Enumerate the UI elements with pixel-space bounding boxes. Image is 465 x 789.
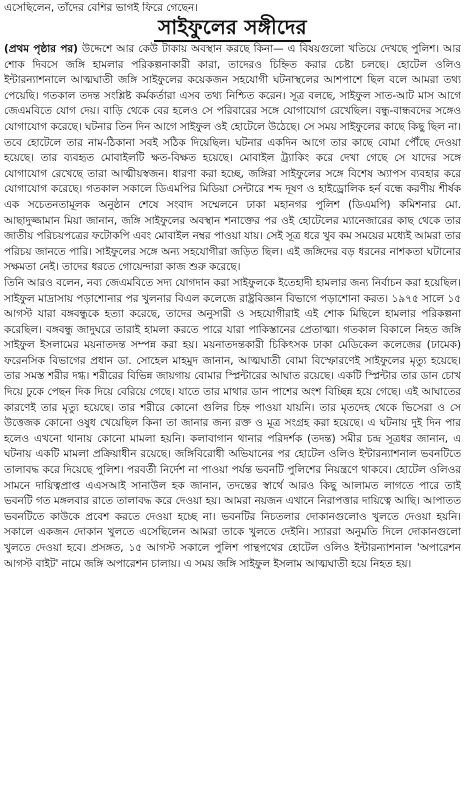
article-body: [4, 42, 461, 784]
headline-container: [0, 14, 465, 42]
paragraph-text: তিনি আরও বলেন, নব্য জেএমবিতে সদ্য যোগদান করা সাইফুলকে ইতেহাদী হামলার জন্য নির্বাচন করা হয়েছিল। সাইফুল মাদ্রাসায় পড়াশোনার পর খুলনার বিএল কলেজে রাষ্ট্রবিজ্ঞান বিভাগে পড়াশোনা করত। ১৯৭৫ সালে ১৫ আগস্ট যারা বঙ্গবন্ধুকে হত্যা করেছে, তাদের অনুসারী ও সহযোগীরাই এই শোক মিছিলে হামলার পরিকল্পনা করেছিল। বঙ্গবন্ধু জাদুঘরে তারাই হামলা করতে পারে যারা পাকিস্তানের প্রেতাত্মা। গতকাল বিকালে নিহত জঙ্গি সাইফুল ইসলামের ময়নাতদন্ত সম্পন্ন করা হয়। ময়নাতদন্তকারী চিকিৎসক ঢাকা মেডিকেল কলেজের (ঢামেক) ফরেনসিক বিভাগের প্রধান ডা. সোহেল মাহমুদ জানান, আত্মঘাতী বোমা বিস্ফোরণেই সাইফুলের মৃত্যু হয়েছে। তার সমস্ত শরীর দগ্ধ। শরীরের বিভিন্ন জায়গায় বোমার স্প্লিন্টারের আঘাত রয়েছে। একটি স্প্লিন্টার তার ডান চোখ দিয়ে ঢুকে পেছন দিক দিয়ে বেরিয়ে গেছে। যাতে তার মাথার ডান পাশের অংশ বিচ্ছিন্ন হয়ে গেছে। এই আঘাতের কারণেই তার মৃত্যু হয়েছে। তার শরীরে কোনো গুলির চিহ্ন পাওয়া যায়নি। তার মৃতদেহ থেকে ভিসেরা ও সে উত্তেজক কোনো ওষুধ খেয়েছিল কিনা তা জানার জন্য রক্ত ও মূত্র সংগ্রহ করা হয়েছে। এ ঘটনায় দুই দিন পার হলেও এখনো থানায় কোনো মামলা হয়নি। কলাবাগান থানার পরিদর্শক (তদন্ত) সমীর চন্দ্র সূত্রধর জানান, এ ঘটনায় একটি মামলা প্রক্রিয়াধীন রয়েছে। জঙ্গিবিরোধী অভিযানের পর হোটেল ওলিও ইন্টারন্যাশনাল ভবনটিতে তালাবদ্ধ করে দিয়েছে পুলিশ। পরবর্তী নির্দেশ না পাওয়া পর্যন্ত ভবনটি পুলিশের নিয়ন্ত্রণে থাকবে। হোটেল ওলিওর সামনে দায়িত্বপ্রাপ্ত এএসআই সানাউল হক জানান, তদন্তের স্বার্থে আরও কিছু আলামত লাগতে পারে তাই ভবনটি গত মঙ্গলবার রাতে তালাবদ্ধ করে দেওয়া হয়। আমরা নয়জন এখানে নিরাপত্তার দায়িত্বে আছি। আপাতত ভবনটিতে কাউকে প্রবেশ করতে দেওয়া হচ্ছে না। ভবনটির নিচতলার দোকানগুলোও খুলতে দেওয়া হয়নি। সকালে একজন দোকান খুলতে এসেছিলেন আমরা তাকে খুলতে দেইনি। স্যাররা অনুমতি দিলে দোকানগুলো খুলতে দেওয়া হবে। প্রসঙ্গত, ১৫ আগস্ট সকালে পুলিশ পান্থপথের হোটেল ওলিও ইন্টারন্যাশনাল 'অপারেশন আগস্ট বাইট' নামে জঙ্গি অপারেশন চালায়। এ সময় জঙ্গি সাইফুল ইসলাম আত্মঘাতী হয়ে নিহত হয়।: [4, 276, 461, 570]
continuation-label: (প্রথম পৃষ্ঠার পর): [4, 43, 78, 55]
paragraph-text: উদ্দেশে আর কেউ টাকায় অবস্থান করছে কিনা— এ বিষয়গুলো খতিয়ে দেখছে পুলিশ। আর শোক দিবসে জঙ্গি হামলার পরিকল্পনাকারী কারা, তাদেরও চিহ্নিত করার চেষ্টা চলছে। হোটেল ওলিও ইন্টারন্যাশনালে আত্মঘাতী জঙ্গি সাইফুলের কয়েকজন সহযোগী ঘটনাস্থলের আশপাশে ছিল বলে আমরা তথ্য পেয়েছি। গতকাল তদন্ত সংশ্লিষ্ট কর্মকর্তারা এসব তথ্য নিশ্চিত করেন। সূত্র বলছে, সাইফুল সাত-আট মাস আগে জেএমবিতে যোগ দেয়। বাড়ি থেকে বের হলেও সে পরিবারের সঙ্গে যোগাযোগ রেখেছিল। বন্ধু-বান্ধবদের সঙ্গেও যোগাযোগ করেছে। ঘটনার তিন দিন আগে সাইফুল ওই হোটেলে উঠেছে। সে সময় সাইফুলের কাছে কিছু ছিল না। তবে হোটেলে তার নাম-ঠিকানা সবই সঠিক দিয়েছিল। ঘটনার একদিন আগে তার কাছে বোমা পৌঁছে দেওয়া হয়েছে। তার ব্যবহৃত মোবাইলটি ক্ষত-বিক্ষত হয়েছে। মোবাইল ট্র্যাকিং করে দেখা গেছে সে যাদের সঙ্গে যোগাযোগ রেখেছে তারা আত্মীয়স্বজন। ধারণা করা হচ্ছে, জঙ্গিরা সাইফুলের সঙ্গে বিশেষ অ্যাপস ব্যবহার করে যোগাযোগ করেছে। গতকাল সকালে ডিএমপির মিডিয়া সেন্টারে শব্দ দূষণ ও হাইড্রোলিক হর্ন বন্ধে করণীয় শীর্ষক এক সচেতনতামূলক অনুষ্ঠান শেষে সংবাদ সম্মেলনে ঢাকা মহানগর পুলিশ (ডিএমপি) কমিশনার মো. আছাদুজ্জামান মিয়া জানান, জঙ্গি সাইফুলের অবস্থান শনাক্তের পর ওই হোটেলের ম্যানেজারের কাছ থেকে তার জাতীয় পরিচয়পত্রের ফটোকপি এবং মোবাইল নম্বর পাওয়া যায়। সেই সূত্র ধরে খুব কম সময়ের মধ্যেই আমরা তার পরিচয় জানতে পারি। সাইফুলের সঙ্গে অন্য সহযোগীরা জড়িত ছিল। এই জঙ্গিদের বড় ধরনের নাশকতা ঘটানোর সক্ষমতা নেই। তাদের ধরতে গোয়েন্দারা কাজ শুরু করেছে।: [4, 43, 461, 274]
article-paragraph-1: [4, 42, 461, 276]
article-headline: সাইফুলের সঙ্গীদের: [154, 14, 311, 42]
article-paragraph-2: [4, 276, 461, 572]
previous-article-snippet: এসেছিলেন, তাঁদের বেশির ভাগই ফিরে গেছেন।: [4, 2, 199, 14]
